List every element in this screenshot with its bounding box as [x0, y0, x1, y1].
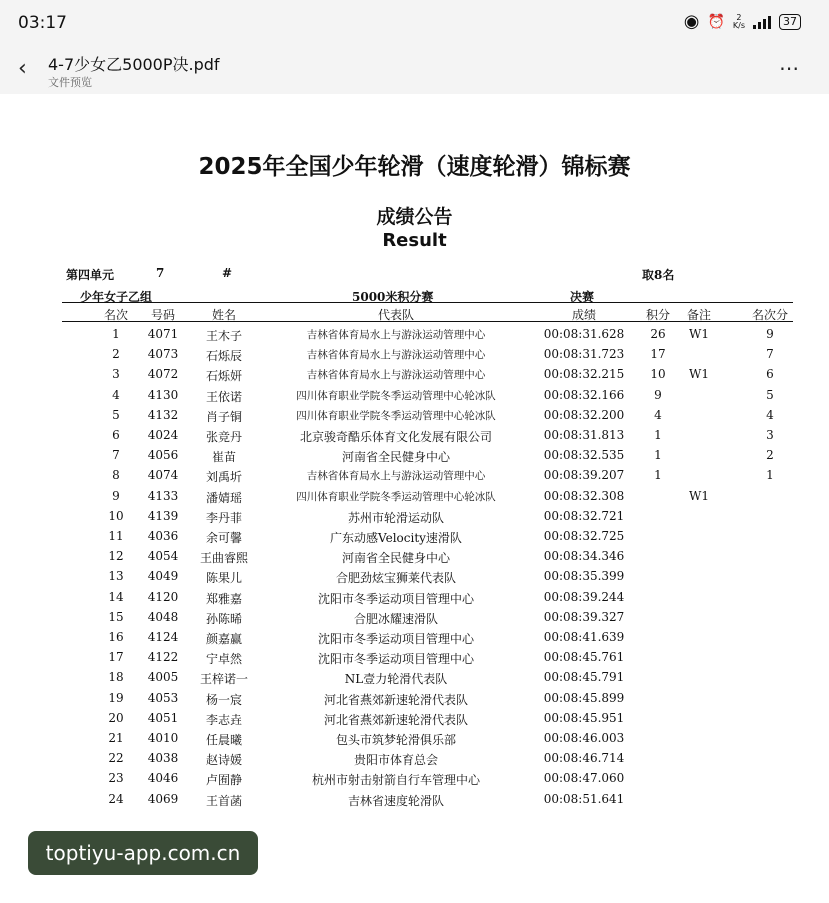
cell-num: 4120: [147, 589, 179, 604]
cell-time: 00:08:35.399: [543, 569, 625, 584]
cell-team: 河南省全民健身中心: [341, 551, 450, 566]
header-top-rule: [62, 302, 793, 303]
cell-name: 王首菡: [205, 793, 242, 808]
cell-num: 4005: [147, 670, 179, 685]
header-bottom-rule: [62, 321, 793, 322]
event-label: 5000米积分赛: [352, 290, 434, 304]
cell-num: 4024: [147, 428, 179, 442]
qualify-count: 取8名: [642, 268, 675, 282]
cell-num: 4010: [147, 731, 179, 745]
cell-num: 4124: [147, 630, 179, 644]
status-bar: [0, 0, 829, 46]
header-team: 代表队: [377, 308, 414, 322]
cell-name: 余可馨: [205, 531, 242, 545]
cell-rank: 4: [112, 387, 120, 402]
cell-rank-pts: 2: [766, 448, 774, 463]
cell-pts: 17: [650, 347, 666, 362]
cell-rank: 12: [108, 549, 124, 564]
document-page[interactable]: [0, 94, 829, 903]
cell-name: 陈果儿: [205, 571, 242, 586]
cell-name: 张竞丹: [205, 430, 242, 444]
cell-time: 00:08:45.899: [543, 690, 625, 705]
cell-time: 00:08:31.723: [543, 347, 625, 362]
cell-rank: 10: [108, 508, 124, 523]
cell-rank: 21: [108, 731, 124, 745]
status-icons: [683, 11, 801, 32]
cell-team: 广东动感Velocity速滑队: [330, 531, 462, 545]
cell-rank: 15: [108, 609, 124, 624]
cell-team: 吉林省速度轮滑队: [347, 793, 444, 808]
cell-num: 4048: [147, 609, 179, 624]
cell-rank-pts: 3: [766, 428, 774, 442]
cell-pts: 1: [654, 468, 662, 483]
cell-num: 4056: [147, 448, 179, 463]
cell-rank-pts: 4: [766, 407, 774, 422]
cell-name: 杨一宸: [205, 692, 242, 707]
cell-pts: 9: [654, 387, 662, 402]
cell-num: 4038: [147, 751, 179, 766]
cell-team: 四川体育职业学院冬季运动管理中心轮冰队: [296, 490, 496, 503]
cell-pts: 26: [650, 327, 666, 341]
cell-team: 杭州市射击射箭自行车管理中心: [311, 773, 480, 788]
cell-time: 00:08:47.060: [543, 771, 625, 786]
header-number: 号码: [150, 308, 175, 322]
cell-name: 卢囿静: [205, 773, 242, 788]
cell-time: 00:08:31.813: [543, 428, 625, 442]
cell-rank: 8: [112, 468, 120, 483]
unit-number: 7: [156, 266, 165, 280]
cell-rank: 3: [112, 367, 120, 382]
cell-name: 刘禹圻: [205, 470, 242, 485]
cell-num: 4071: [147, 327, 179, 341]
cell-num: 4046: [147, 771, 179, 786]
cell-time: 00:08:34.346: [543, 549, 625, 564]
cell-rank: 6: [112, 428, 120, 442]
header-name: 姓名: [211, 308, 236, 322]
cell-time: 00:08:41.639: [543, 630, 625, 644]
cell-team: 吉林省体育局水上与游泳运动管理中心: [306, 369, 486, 382]
cell-rank: 1: [112, 327, 120, 341]
cell-rank: 5: [112, 407, 120, 422]
cell-num: 4132: [147, 407, 179, 422]
cell-rank: 11: [108, 529, 124, 543]
cell-time: 00:08:39.207: [543, 468, 625, 483]
cell-name: 李志垚: [205, 712, 242, 727]
header-time: 成绩: [571, 308, 596, 322]
cell-note: W1: [689, 488, 709, 503]
cell-num: 4074: [147, 468, 179, 483]
cell-num: 4139: [147, 508, 179, 523]
cell-rank-pts: 9: [766, 327, 774, 341]
signal-icon: [753, 15, 771, 29]
cell-team: 沈阳市冬季运动项目管理中心: [317, 632, 474, 646]
cell-num: 4054: [147, 549, 179, 564]
cell-name: 王木子: [205, 329, 242, 343]
header-note: 备注: [686, 308, 711, 322]
cell-team: 河北省燕郊新速轮滑代表队: [323, 712, 468, 727]
header-rank: 名次: [103, 308, 128, 322]
cell-rank: 7: [112, 448, 120, 463]
cell-rank: 16: [108, 630, 124, 644]
cell-team: 包头市筑梦轮滑俱乐部: [335, 733, 456, 747]
cell-team: 合肥冰耀速滑队: [353, 611, 438, 626]
cell-rank: 22: [108, 751, 124, 766]
cell-team: 河南省全民健身中心: [341, 450, 450, 465]
cell-rank: 20: [108, 710, 124, 725]
cell-name: 石烁辰: [205, 349, 242, 364]
cell-num: 4133: [147, 488, 179, 503]
document-subtitle-en: Result: [382, 230, 447, 251]
cell-rank-pts: 7: [766, 347, 774, 362]
eye-comfort-icon: ◉: [683, 11, 700, 32]
cell-rank: 23: [108, 771, 124, 786]
cell-time: 00:08:32.725: [543, 529, 625, 543]
cell-note: W1: [689, 327, 709, 341]
group-label: 少年女子乙组: [80, 290, 153, 304]
watermark-badge: toptiyu-app.com.cn: [28, 831, 258, 875]
cell-team: 苏州市轮滑运动队: [347, 510, 444, 525]
cell-team: 四川体育职业学院冬季运动管理中心轮冰队: [296, 389, 496, 402]
cell-team: 吉林省体育局水上与游泳运动管理中心: [306, 329, 486, 341]
cell-num: 4051: [147, 710, 179, 725]
cell-team: 吉林省体育局水上与游泳运动管理中心: [306, 470, 486, 483]
cell-rank: 19: [108, 690, 124, 705]
cell-name: 宁卓然: [205, 652, 242, 667]
file-subtitle: 文件预览: [48, 76, 92, 89]
cell-time: 00:08:45.761: [543, 650, 625, 665]
cell-name: 郑雅嘉: [205, 591, 242, 606]
cell-time: 00:08:32.200: [543, 407, 625, 422]
cell-team: 北京骏奇酷乐体育文化发展有限公司: [299, 430, 492, 444]
cell-rank: 17: [108, 650, 124, 665]
cell-time: 00:08:39.327: [543, 609, 625, 624]
header-rank-points: 名次分: [751, 308, 788, 322]
cell-time: 00:08:32.721: [543, 508, 625, 523]
network-speed: 2 K/s: [732, 13, 745, 30]
cell-team: 合肥劲炫宝狮莱代表队: [335, 571, 456, 586]
cell-note: W1: [689, 367, 709, 382]
cell-time: 00:08:45.791: [543, 670, 625, 685]
cell-name: 石烁妍: [205, 369, 242, 384]
cell-rank: 14: [108, 589, 124, 604]
cell-pts: 10: [650, 367, 666, 382]
cell-name: 颜嘉赢: [205, 632, 242, 646]
more-options-icon[interactable]: ⋯: [779, 56, 801, 80]
document-subtitle-cn: 成绩公告: [376, 206, 453, 228]
cell-rank: 2: [112, 347, 120, 362]
cell-team: 贵阳市体育总会: [353, 753, 438, 768]
cell-team: 沈阳市冬季运动项目管理中心: [317, 591, 474, 606]
cell-team: 吉林省体育局水上与游泳运动管理中心: [306, 349, 486, 362]
cell-rank-pts: 1: [766, 468, 774, 483]
cell-time: 00:08:46.003: [543, 731, 625, 745]
cell-rank-pts: 6: [766, 367, 774, 382]
cell-name: 赵诗媛: [205, 753, 242, 768]
cell-num: 4049: [147, 569, 179, 584]
cell-rank: 13: [108, 569, 124, 584]
cell-pts: 1: [654, 428, 662, 442]
cell-name: 李丹菲: [205, 510, 242, 525]
cell-num: 4073: [147, 347, 179, 362]
file-title: 4-7少女乙5000P决.pdf: [48, 55, 220, 74]
cell-time: 00:08:32.215: [543, 367, 625, 382]
cell-rank-pts: 5: [766, 387, 774, 402]
cell-rank: 18: [108, 670, 124, 685]
cell-time: 00:08:32.535: [543, 448, 625, 463]
cell-num: 4072: [147, 367, 179, 382]
cell-name: 王依诺: [205, 389, 242, 404]
cell-time: 00:08:32.166: [543, 387, 625, 402]
back-icon[interactable]: ‹: [18, 56, 27, 81]
cell-num: 4130: [147, 387, 179, 402]
document-title: 2025年全国少年轮滑（速度轮滑）锦标赛: [198, 154, 631, 180]
cell-rank: 9: [112, 488, 120, 503]
cell-name: 潘婧瑶: [205, 490, 242, 505]
cell-team: NL壹力轮滑代表队: [344, 672, 448, 687]
cell-num: 4122: [147, 650, 179, 665]
cell-name: 肖子铜: [205, 409, 242, 424]
cell-name: 孙陈晞: [205, 611, 242, 626]
cell-pts: 4: [654, 407, 662, 422]
battery-icon: 37: [779, 14, 801, 30]
cell-name: 王曲睿熙: [199, 551, 248, 566]
cell-time: 00:08:31.628: [543, 327, 625, 341]
cell-pts: 1: [654, 448, 662, 463]
cell-team: 沈阳市冬季运动项目管理中心: [317, 652, 474, 667]
cell-team: 四川体育职业学院冬季运动管理中心轮冰队: [296, 409, 496, 422]
cell-name: 崔苗: [211, 450, 236, 465]
header-points: 积分: [645, 308, 670, 322]
hash-mark: #: [222, 266, 233, 280]
unit-label: 第四单元: [66, 268, 115, 282]
app-bar: [0, 46, 829, 94]
cell-time: 00:08:45.951: [543, 710, 625, 725]
cell-rank: 24: [108, 791, 124, 806]
cell-num: 4053: [147, 690, 179, 705]
cell-team: 河北省燕郊新速轮滑代表队: [323, 692, 468, 707]
cell-num: 4036: [147, 529, 179, 543]
round-label: 决赛: [570, 290, 595, 304]
cell-num: 4069: [147, 791, 179, 806]
cell-time: 00:08:51.641: [543, 791, 625, 806]
cell-time: 00:08:32.308: [543, 488, 625, 503]
alarm-icon: ⏰: [707, 14, 725, 30]
cell-name: 王梓诺一: [199, 672, 248, 687]
cell-time: 00:08:46.714: [543, 751, 625, 766]
status-time: 03:17: [18, 13, 67, 33]
cell-time: 00:08:39.244: [543, 589, 625, 604]
cell-name: 任晨曦: [205, 733, 242, 747]
